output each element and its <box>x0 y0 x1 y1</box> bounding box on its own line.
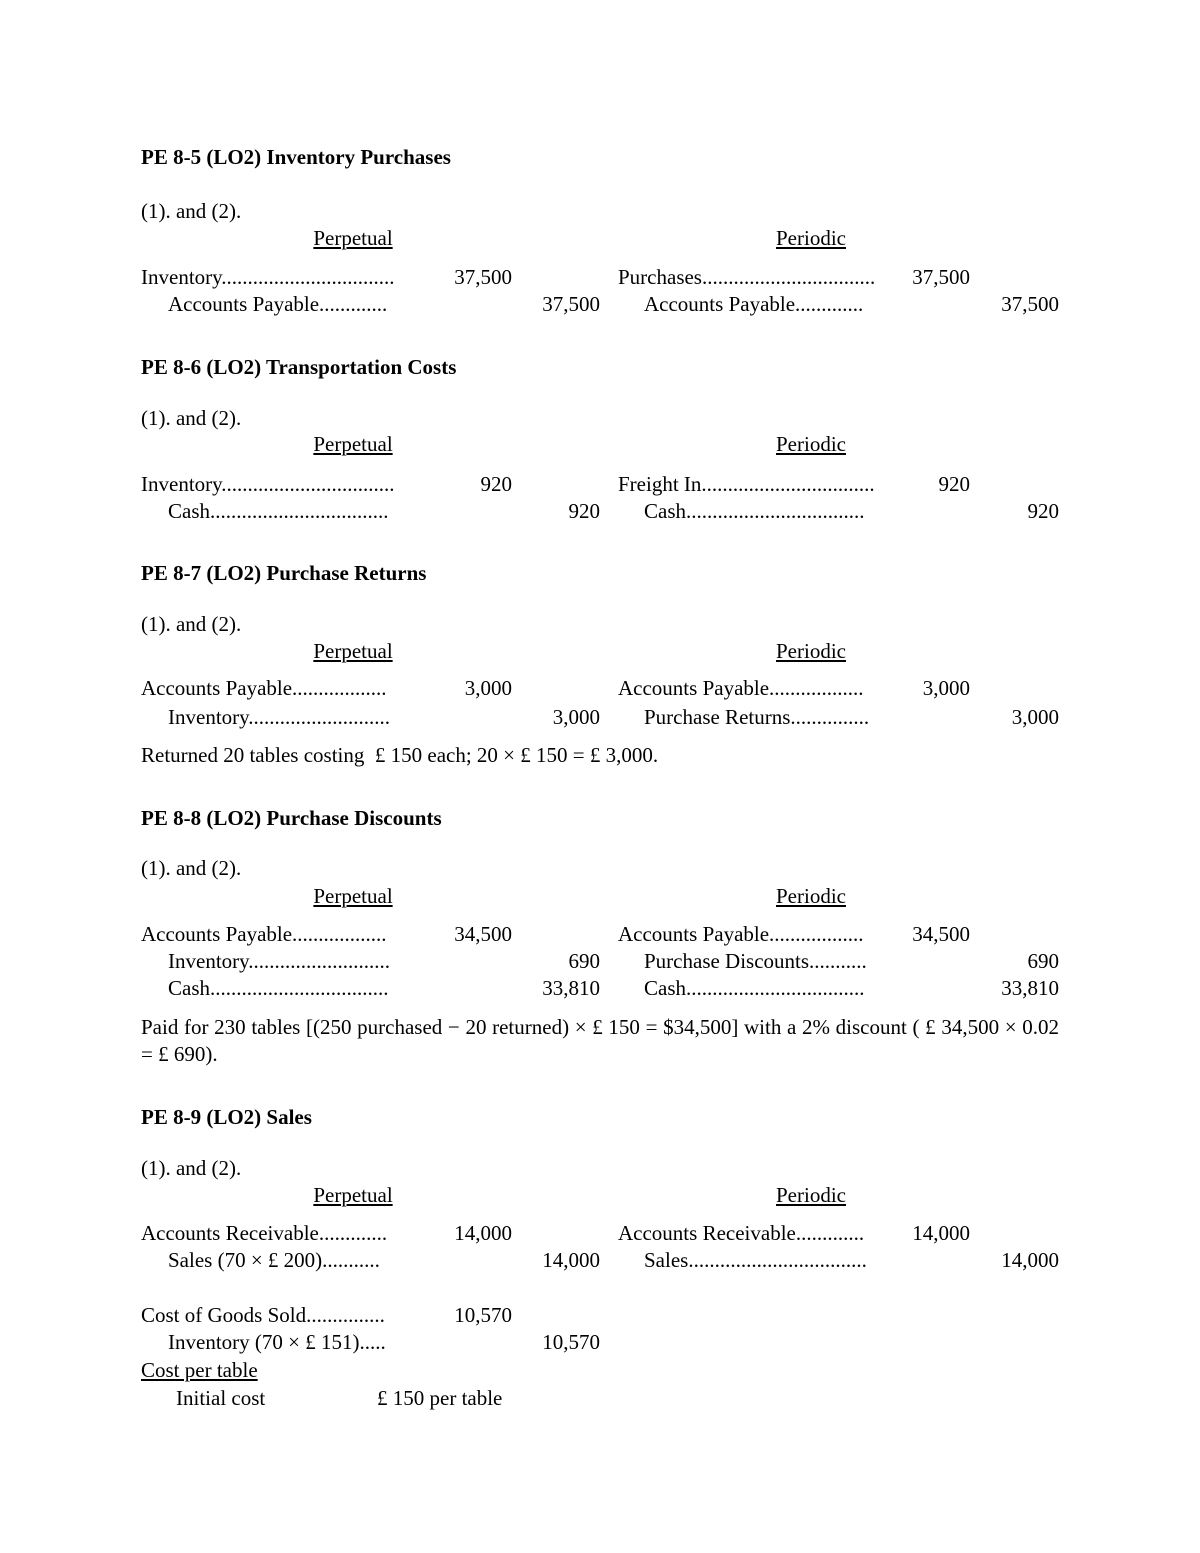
journal-account: Freight In................................. <box>618 472 875 496</box>
debit-amount: 14,000 <box>454 1221 512 1245</box>
credit-amount: 920 <box>568 499 600 523</box>
journal-account: Purchases................................. <box>618 265 876 289</box>
section-subtitle: (1). and (2). <box>141 1156 242 1180</box>
credit-amount: 3,000 <box>1011 705 1059 729</box>
credit-amount: 33,810 <box>542 976 600 1000</box>
section-subtitle: (1). and (2). <box>141 612 242 636</box>
debit-amount: 3,000 <box>922 676 970 700</box>
journal-account: Purchase Discounts........... <box>644 949 867 973</box>
journal-account: Inventory........................... <box>168 949 391 973</box>
journal-account: Accounts Payable.................. <box>141 922 387 946</box>
credit-amount: 14,000 <box>542 1248 600 1272</box>
section-title: PE 8-5 (LO2) Inventory Purchases <box>141 145 451 169</box>
debit-amount: 920 <box>938 472 970 496</box>
explanation-note: Returned 20 tables costing £ 150 each; 20 × £ 150 = £ 3,000. <box>141 743 659 767</box>
journal-account: Cash.................................. <box>168 976 389 1000</box>
debit-amount: 37,500 <box>454 265 512 289</box>
section-title: PE 8-6 (LO2) Transportation Costs <box>141 355 457 379</box>
credit-amount: 37,500 <box>542 292 600 316</box>
debit-amount: 37,500 <box>912 265 970 289</box>
cost-row-value: £ 150 per table <box>377 1386 503 1410</box>
journal-account: Accounts Payable.................. <box>141 676 387 700</box>
section-subtitle: (1). and (2). <box>141 856 242 880</box>
debit-amount: 34,500 <box>454 922 512 946</box>
section-subtitle: (1). and (2). <box>141 406 242 430</box>
debit-amount: 920 <box>480 472 512 496</box>
journal-account: Inventory (70 × £ 151)..... <box>168 1330 386 1354</box>
journal-account: Accounts Receivable............. <box>141 1221 388 1245</box>
credit-amount: 920 <box>1027 499 1059 523</box>
journal-account: Cash.................................. <box>644 499 865 523</box>
journal-account: Sales.................................. <box>644 1248 867 1272</box>
credit-amount: 690 <box>1027 949 1059 973</box>
section-title: PE 8-7 (LO2) Purchase Returns <box>141 561 427 585</box>
document-page: PE 8-5 (LO2) Inventory Purchases (1). and (2). Perpetual Periodic Inventory................................. 37,500 Accounts Payable............. 37,500 Purchases................................. 37,500 Accounts Payable............. 37,500 PE 8-6 (LO2) Transportation Costs (1). and (2). Perpetual Periodic Inventory................................. 920 Cash.................................. 920 Freight In................................. 920 Cash.................................. 920 PE 8-7 (LO2) Purchase Returns (1). and (2). Perpetual Periodic Accounts Payable.................. 3,000 Inventory........................... 3,000 Accounts Payable.................. 3,000 Purchase Returns............... 3,000 Returned 20 tables costing £ 150 each; 20 × £ 150 = £ 3,000. PE 8-8 (LO2) Purchase Discounts (1). and (2). Perpetual Periodic Accounts Payable.................. 34,500 Inventory........................... 690 Cash.................................. 33,810 Accounts Payable.................. 34,500 Purchase Discounts........... 690 Cash.................................. 33,810 Paid for 230 tables [(250 purchased − 20 returned) × £ 150 = $34,500] with a 2% discount ( £ 34,500 × 0.02 = £ 690). PE 8-9 (LO2) Sales (1). and (2). Perpetual Periodic Accounts Receivable............. 14,000 Sales (70 × £ 200)........... 14,000 Accounts Receivable............. 14,000 Sales.................................. 14,000 Cost of Goods Sold............... 10,570 Inventory (70 × £ 151)..... 10,570 Cost per table Initial cost £ 150 per table <box>141 145 1059 1410</box>
journal-account: Accounts Payable.................. <box>618 922 864 946</box>
journal-account: Inventory................................. <box>141 472 395 496</box>
journal-account: Inventory........................... <box>168 705 391 729</box>
journal-account: Accounts Payable............. <box>644 292 864 316</box>
section-title: PE 8-9 (LO2) Sales <box>141 1105 312 1129</box>
credit-amount: 10,570 <box>542 1330 600 1354</box>
cost-row-label: Initial cost <box>176 1386 266 1410</box>
debit-amount: 10,570 <box>454 1303 512 1327</box>
credit-amount: 690 <box>568 949 600 973</box>
cost-per-table-heading: Cost per table <box>141 1358 258 1382</box>
credit-amount: 14,000 <box>1001 1248 1059 1272</box>
journal-account: Inventory................................. <box>141 265 395 289</box>
journal-account: Accounts Receivable............. <box>618 1221 865 1245</box>
journal-account: Cash.................................. <box>168 499 389 523</box>
section-title: PE 8-8 (LO2) Purchase Discounts <box>141 806 442 830</box>
credit-amount: 37,500 <box>1001 292 1059 316</box>
debit-amount: 14,000 <box>912 1221 970 1245</box>
debit-amount: 3,000 <box>464 676 512 700</box>
journal-account: Purchase Returns............... <box>644 705 870 729</box>
credit-amount: 33,810 <box>1001 976 1059 1000</box>
journal-account: Cash.................................. <box>644 976 865 1000</box>
debit-amount: 34,500 <box>912 922 970 946</box>
journal-account: Cost of Goods Sold............... <box>141 1303 385 1327</box>
journal-account: Accounts Payable.................. <box>618 676 864 700</box>
journal-account: Accounts Payable............. <box>168 292 388 316</box>
journal-account: Sales (70 × £ 200)........... <box>168 1248 380 1272</box>
explanation-note: Paid for 230 tables [(250 purchased − 20 returned) × £ 150 = $34,500] with a 2% discount ( £ 34,500 × 0.02 = £ 690). <box>141 1015 1059 1066</box>
section-subtitle: (1). and (2). <box>141 199 242 223</box>
credit-amount: 3,000 <box>552 705 600 729</box>
